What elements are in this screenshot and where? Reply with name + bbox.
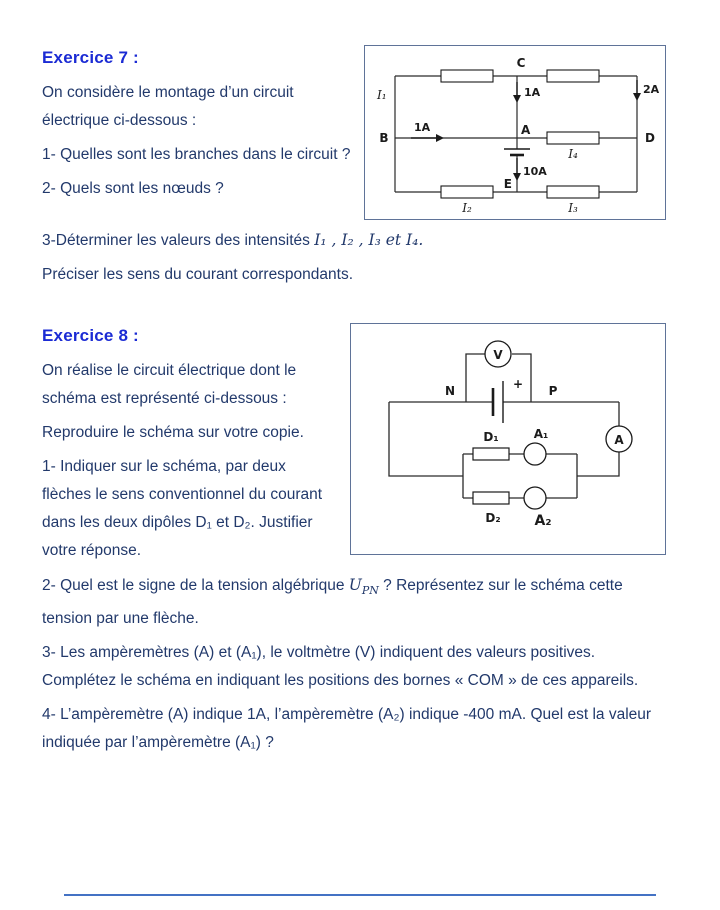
exercise7-intro: On considère le montage d’un circuit électrique ci-dessous : (42, 84, 294, 129)
resistor-mid-right (547, 132, 599, 144)
node-n-label: N (444, 384, 456, 398)
voltmeter-label: V (493, 348, 503, 362)
dipole-d2-box (473, 492, 509, 504)
ammeter-a1-label: A₁ (533, 427, 549, 441)
dipole-d1-box (473, 448, 509, 460)
exercise7-title: Exercice 7 : (42, 48, 139, 67)
exercise7-question-3 (42, 220, 666, 255)
resistor-bottom-left (441, 186, 493, 198)
exercise8-question-2-after: ? Représentez sur le schéma cette tension par une flèche. (42, 577, 623, 628)
current-2a-label: 2A (643, 83, 660, 96)
exercise7-circuit-svg (365, 46, 665, 219)
exercise8-circuit-svg (351, 324, 665, 554)
footer-divider (64, 894, 656, 896)
dipole-boxes (473, 448, 509, 504)
current-i1-label: I₁ (377, 88, 387, 102)
current-i4-label: I₄ (568, 147, 578, 161)
exercise7-question-1: 1- Quelles sont les branches dans le circuit ? (42, 146, 351, 163)
current-1a-mid-label: 1A (414, 121, 431, 134)
ammeter-a2-symbol (524, 487, 546, 509)
resistor-top-right (547, 70, 599, 82)
meter-circles (485, 341, 632, 509)
node-d-label: D (645, 131, 655, 145)
circuit-wires-2 (389, 354, 619, 498)
exercise8-question-3: 3- Les ampèremètres (A) et (A₁), le voltmètre (V) indiquent des valeurs positives. Complétez le schéma en indiquant les positions des bornes « COM » de ces appareils. (42, 644, 639, 690)
ammeter-a2-label: A₂ (534, 513, 552, 529)
upn-u: U (348, 576, 362, 594)
exercise7-question-4: Préciser les sens du courant correspondants. (42, 266, 354, 283)
circuit-diagram-1 (364, 45, 666, 220)
exercise7-section (42, 45, 666, 295)
exercise8-question-4: 4- L’ampèremètre (A) indique 1A, l’ampèremètre (A₂) indique -400 mA. Quel est la valeur indiquée par l’ampèremètre (A₁) ? (42, 706, 652, 752)
exercise8-question-2 (42, 571, 666, 633)
battery-symbol (504, 149, 530, 155)
resistor-boxes (441, 70, 599, 198)
intensity-symbols: I₁ , I₂ , I₃ et I₄. (314, 231, 424, 249)
node-c-label: C (516, 56, 526, 70)
exercise8-section (42, 323, 666, 763)
resistor-bottom-right (547, 186, 599, 198)
node-b-label: B (379, 131, 389, 145)
exercise8-question-1: 1- Indiquer sur le schéma, par deux flèches le sens conventionnel du courant dans les deux dipôles D₁ et D₂. Justifier votre réponse. (42, 458, 323, 559)
node-p-label: P (548, 384, 558, 398)
node-e-label: E (503, 177, 512, 191)
exercise7-question-2: 2- Quels sont les nœuds ? (42, 180, 224, 197)
ammeter-a-label: A (614, 433, 624, 447)
current-1a-top-label: 1A (524, 86, 541, 99)
current-i2-label: I₂ (462, 201, 472, 215)
exercise8-question-2-before: 2- Quel est le signe de la tension algébrique (42, 577, 349, 594)
upn-subscript: PN (361, 584, 379, 598)
upn-voltage-symbol (348, 576, 379, 598)
exercise8-title: Exercice 8 : (42, 326, 139, 345)
resistor-top-left (441, 70, 493, 82)
battery-symbol-2 (493, 381, 503, 423)
exercise8-intro: On réalise le circuit électrique dont le schéma est représenté ci-dessous : (42, 362, 297, 407)
circuit-diagram-2 (350, 323, 666, 555)
exercise7-question-3-text: 3-Déterminer les valeurs des intensités (42, 232, 315, 249)
dipole-d2-label: D₂ (485, 511, 501, 525)
ammeter-a1-symbol (524, 443, 546, 465)
exercise8-instruction: Reproduire le schéma sur votre copie. (42, 424, 304, 441)
current-10a-label: 10A (523, 165, 547, 178)
battery-plus-label: + (513, 377, 524, 391)
node-a-label: A (521, 123, 531, 137)
dipole-d1-label: D₁ (483, 430, 499, 444)
current-i3-label: I₃ (568, 201, 578, 215)
